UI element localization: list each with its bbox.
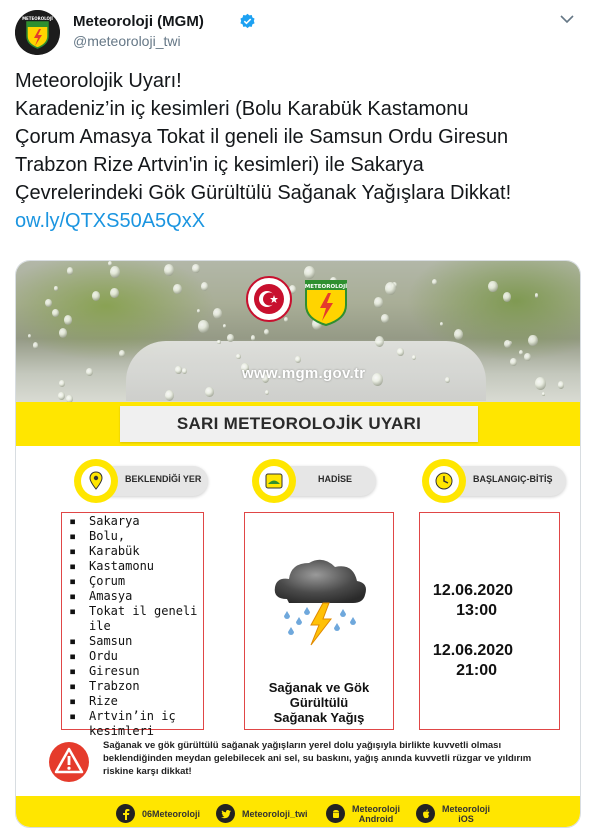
location-item: ▪ Amasya bbox=[65, 589, 197, 604]
user-handle[interactable]: @meteoroloji_twi bbox=[73, 33, 181, 49]
rain-drop bbox=[381, 314, 388, 323]
ministry-logo-icon bbox=[245, 275, 293, 327]
weather-event-icon bbox=[264, 471, 284, 491]
rain-drop bbox=[374, 297, 383, 307]
location-item: ▪ Giresun bbox=[65, 664, 197, 679]
location-item: ▪ Trabzon bbox=[65, 679, 197, 694]
hero-logos bbox=[245, 275, 355, 331]
mgm-logo-icon bbox=[15, 10, 60, 55]
rain-drop bbox=[198, 320, 209, 333]
event-box bbox=[244, 512, 394, 730]
location-item: kesimleri bbox=[89, 724, 155, 738]
rain-drop bbox=[375, 336, 384, 347]
end-datetime bbox=[420, 641, 559, 681]
rain-drop bbox=[66, 395, 73, 402]
location-item: ▪ Bolu, bbox=[65, 529, 197, 544]
location-box bbox=[61, 512, 204, 738]
rain-drop bbox=[535, 293, 539, 297]
mgm-shield-logo-icon bbox=[301, 275, 351, 327]
rain-drop bbox=[524, 353, 531, 361]
android-icon bbox=[330, 808, 342, 820]
rain-drop bbox=[201, 282, 208, 291]
rain-drop bbox=[251, 335, 256, 340]
event-description: Sağanak ve Gök Gürültülü Sağanak Yağış bbox=[268, 680, 370, 725]
header-event-label: HADİSE bbox=[318, 474, 353, 484]
rain-drop bbox=[59, 380, 65, 387]
start-time: 13:00 bbox=[456, 602, 497, 619]
location-item: ▪ Çorum bbox=[65, 574, 197, 589]
end-time: 21:00 bbox=[456, 662, 497, 679]
rain-drop bbox=[454, 329, 463, 340]
tweet-header bbox=[15, 10, 576, 50]
rain-drop bbox=[213, 308, 222, 319]
location-item: ▪ Sakarya bbox=[65, 514, 197, 529]
rain-drop bbox=[86, 368, 93, 376]
header-location bbox=[78, 466, 208, 496]
location-item: ▪ Karabük bbox=[65, 544, 197, 559]
rain-drop bbox=[510, 358, 517, 366]
location-item: ▪ Ordu bbox=[65, 649, 197, 664]
tweet-link[interactable]: ow.ly/QTXS50A5QxX bbox=[15, 210, 206, 232]
rain-drop bbox=[54, 286, 58, 290]
rain-drop bbox=[173, 284, 181, 294]
avatar-text: METEOROLOJİ bbox=[22, 16, 53, 21]
tweet-line: Meteorolojik Uyarı! bbox=[15, 70, 182, 92]
rain-drop bbox=[110, 288, 118, 298]
rain-drop bbox=[192, 264, 199, 273]
verified-badge-icon bbox=[239, 13, 256, 30]
hero-photo bbox=[16, 261, 581, 402]
start-date: 12.06.2020 bbox=[432, 582, 513, 599]
rain-drop bbox=[223, 324, 226, 328]
tweet-line: Çevrelerindeki Gök Gürültülü Sağanak Yağışlara Dikkat! bbox=[15, 182, 512, 204]
start-datetime bbox=[420, 581, 559, 621]
tweet-line: Karadeniz’in iç kesimleri (Bolu Karabük Kastamonu bbox=[15, 98, 469, 120]
location-item: ▪ Artvin’in iç bbox=[65, 709, 197, 724]
header-location-label: BEKLENDİĞİ YER bbox=[125, 474, 202, 484]
rain-drop bbox=[33, 342, 38, 349]
rain-drop bbox=[45, 299, 52, 307]
facebook-link: 06Meteoroloji bbox=[116, 804, 200, 826]
location-item: ▪ Kastamonu bbox=[65, 559, 197, 574]
tweet-text bbox=[15, 67, 580, 235]
rain-drop bbox=[175, 366, 181, 374]
android-link: Meteoroloji Android bbox=[326, 804, 400, 826]
thunderstorm-icon bbox=[267, 549, 373, 649]
rain-drop bbox=[372, 373, 383, 386]
rain-drop bbox=[182, 368, 187, 374]
location-item: ▪ Rize bbox=[65, 694, 197, 709]
warning-title: SARI METEOROLOJİK UYARI bbox=[120, 406, 478, 442]
rain-drop bbox=[535, 377, 546, 390]
rain-drop bbox=[385, 282, 396, 295]
warning-icon bbox=[48, 741, 90, 783]
header-time-label: BAŞLANGIÇ-BİTİŞ bbox=[473, 474, 553, 484]
ios-link: Meteoroloji iOS bbox=[416, 804, 490, 826]
location-item: ▪ Tokat il geneli bbox=[65, 604, 197, 619]
rain-drop bbox=[265, 390, 269, 395]
warning-text: Sağanak ve gök gürültülü sağanak yağışların yerel dolu yağışıyla birlikte kuvvetli olması beklendiğinden meydan gelebilecek ani sel, su baskını, yağış anında kuvvetli rüzgar ve yıldırım riskine karşı dikkat! bbox=[103, 740, 532, 777]
tweet-line: Trabzon Rize Artvin'in iç kesimleri) ile Sakarya bbox=[15, 154, 424, 176]
rain-drop bbox=[110, 266, 120, 278]
location-item: ile bbox=[89, 619, 111, 633]
apple-icon bbox=[420, 808, 432, 820]
header-event bbox=[256, 466, 376, 496]
rain-drop bbox=[217, 340, 220, 344]
rain-drop bbox=[488, 281, 498, 293]
rain-drop bbox=[227, 334, 234, 342]
rain-drop bbox=[397, 348, 403, 356]
facebook-icon bbox=[120, 808, 132, 820]
rain-drop bbox=[432, 279, 437, 285]
rain-drop bbox=[440, 322, 443, 326]
rain-drop bbox=[542, 392, 545, 396]
location-item: ▪ Samsun bbox=[65, 634, 197, 649]
location-list bbox=[65, 514, 197, 739]
header-time bbox=[426, 466, 566, 496]
rain-drop bbox=[58, 392, 65, 400]
warning-note bbox=[48, 731, 568, 787]
tweet-line: Çorum Amasya Tokat il geneli ile Samsun Ordu Giresun bbox=[15, 126, 509, 148]
time-box bbox=[419, 512, 560, 730]
end-date: 12.06.2020 bbox=[432, 642, 513, 659]
rain-drop bbox=[52, 309, 59, 317]
clock-icon bbox=[434, 471, 454, 491]
location-pin-icon bbox=[86, 471, 106, 491]
tweet-media-image[interactable] bbox=[15, 260, 581, 828]
display-name[interactable]: Meteoroloji (MGM) bbox=[73, 13, 204, 30]
rain-drop bbox=[528, 335, 537, 346]
social-footer bbox=[16, 796, 581, 828]
chevron-down-icon[interactable] bbox=[558, 10, 576, 28]
rain-drop bbox=[558, 381, 565, 389]
website-url: www.mgm.gov.tr bbox=[242, 365, 366, 382]
twitter-link: Meteoroloji_twi bbox=[216, 804, 308, 826]
twitter-icon bbox=[220, 808, 232, 820]
avatar[interactable] bbox=[15, 10, 60, 55]
logo-text: METEOROLOJİ bbox=[304, 284, 348, 290]
